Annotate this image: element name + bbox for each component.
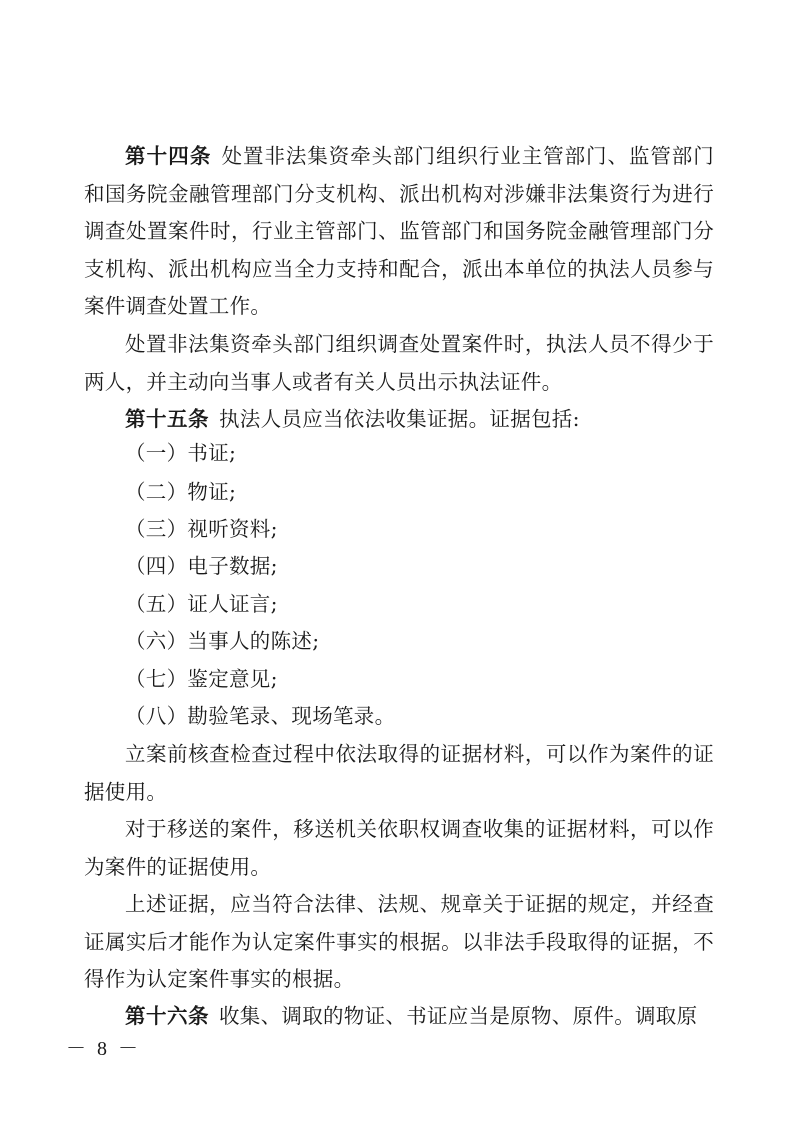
evidence-item-2: （二）物证; <box>125 480 237 504</box>
article-15-body: 执法人员应当依法收集证据。证据包括: <box>219 407 580 431</box>
article-15-paragraph-c: 上述证据，应当符合法律、法规、规章关于证据的规定，并经查证属实后才能作为认定案件事实的根据。以非法手段取得的证据，不得作为认定案件事实的根据。 <box>84 892 714 991</box>
article-15-paragraph-a: 立案前核查检查过程中依法取得的证据材料，可以作为案件的证据使用。 <box>84 742 714 804</box>
evidence-item-6: （六）当事人的陈述; <box>125 629 320 653</box>
evidence-item-4: （四）电子数据; <box>125 554 278 578</box>
article-15-paragraph-b: 对于移送的案件，移送机关依职权调查收集的证据材料，可以作为案件的证据使用。 <box>84 817 714 879</box>
article-16-heading: 第十六条 <box>125 1004 209 1028</box>
article-14-body: 处置非法集资牵头部门组织行业主管部门、监管部门和国务院金融管理部门分支机构、派出机构对涉嫌非法集资行为进行调查处置案件时，行业主管部门、监管部门和国务院金融管理部门分支机构、派出机构应当全力支持和配合，派出本单位的执法人员参与案件调查处置工作。 <box>84 144 715 318</box>
article-14-paragraph-2: 处置非法集资牵头部门组织调查处置案件时，执法人员不得少于两人，并主动向当事人或者有关人员出示执法证件。 <box>84 332 714 394</box>
evidence-item-8: （八）勘验笔录、现场笔录。 <box>125 704 396 728</box>
evidence-item-7: （七）鉴定意见; <box>125 667 278 691</box>
article-16-paragraph <box>84 998 714 1036</box>
article-15-paragraph <box>84 401 714 439</box>
evidence-item-5: （五）证人证言; <box>125 592 278 616</box>
article-15-heading: 第十五条 <box>125 407 209 431</box>
article-16-body: 收集、调取的物证、书证应当是原物、原件。调取原 <box>219 1004 698 1028</box>
article-14-heading: 第十四条 <box>125 144 212 168</box>
evidence-item-1: （一）书证; <box>125 441 237 465</box>
page-number: － 8 － <box>66 1038 141 1060</box>
article-14-paragraph <box>84 138 714 326</box>
evidence-item-3: （三）视听资料; <box>125 517 278 541</box>
